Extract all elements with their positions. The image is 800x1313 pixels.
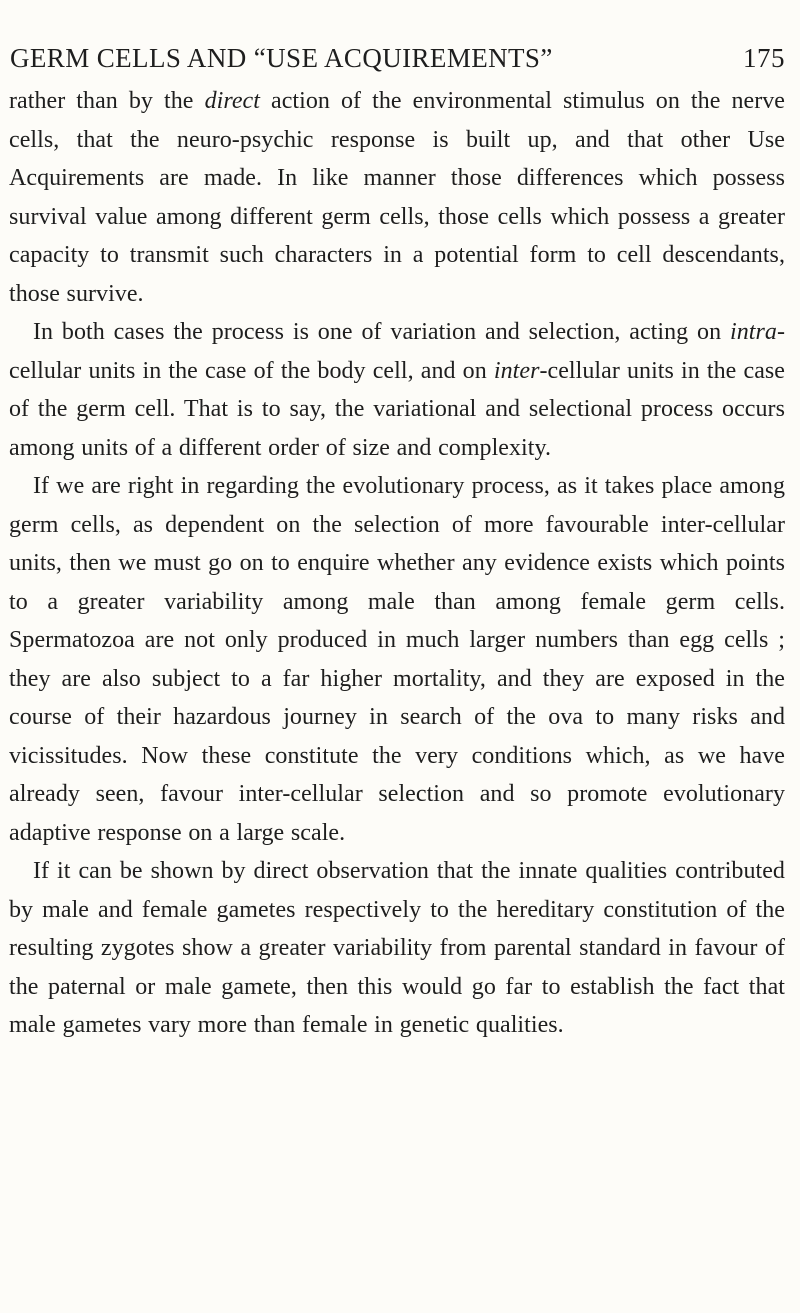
paragraph-1-text-2: action of the environmental stimulus on the nerve cells, that the neuro-psychic response is built up, and that other Use Acquirements are made. In like manner those differences which possess survival value among different germ cells, those cells which possess a greater capacity to transmit such characters in a potential form to cell descendants, those survive. [9,88,786,307]
paragraph-3-text: If we are right in regarding the evolutionary process, as it takes place among germ cells, as dependent on the selection of more favourable inter-cellular units, then we must go on to enquire whether any evidence exists which points to a greater variability among male than among female germ cells. Spermatozoa are not only produced in much larger numbers than egg cells ; they are also subject to a far higher mortality, and they are exposed in the course of their hazardous journey in search of the ova to many risks and vicissitudes. Now these constitute the very conditions which, as we have already seen, favour inter-cellular selection and so promote evolutionary adaptive response on a large scale. [9,473,785,846]
paragraph-2-text-1: In both cases the process is one of variation and selection, acting on [33,319,731,345]
paragraph-4-text: If it can be shown by direct observation that the innate qualities contributed by male and female gametes respectively to the hereditary constitution of the resulting zygotes show a greater variability from parental standard in favour of the paternal or male gamete, then this would go far to establish the fact that male gametes vary more than female in genetic qualities. [9,858,785,1038]
paragraph-2-italic-inter: inter [493,357,540,384]
paragraph-2-text-3: -cellular units in the case of the germ cell. That is to say, the variational and selectional process occurs among units of a different order of size and complexity. [9,357,785,461]
running-title: GERM CELLS AND “USE ACQUIREMENTS” [10,43,553,73]
page-number: 175 [743,43,785,73]
paragraph-2 [9,313,785,467]
body-text [9,82,785,1045]
paragraph-1 [9,82,785,313]
paragraph-4 [9,852,785,1045]
book-page [9,38,785,1045]
paragraph-2-italic-intra: intra [730,319,777,345]
paragraph-1-text-1: rather than by the [9,88,205,114]
paragraph-3 [9,467,785,852]
running-head [10,38,785,78]
paragraph-2-text-2: -cellular units in the case of the body cell, and on [9,319,785,384]
paragraph-1-italic-direct: direct [204,88,260,114]
